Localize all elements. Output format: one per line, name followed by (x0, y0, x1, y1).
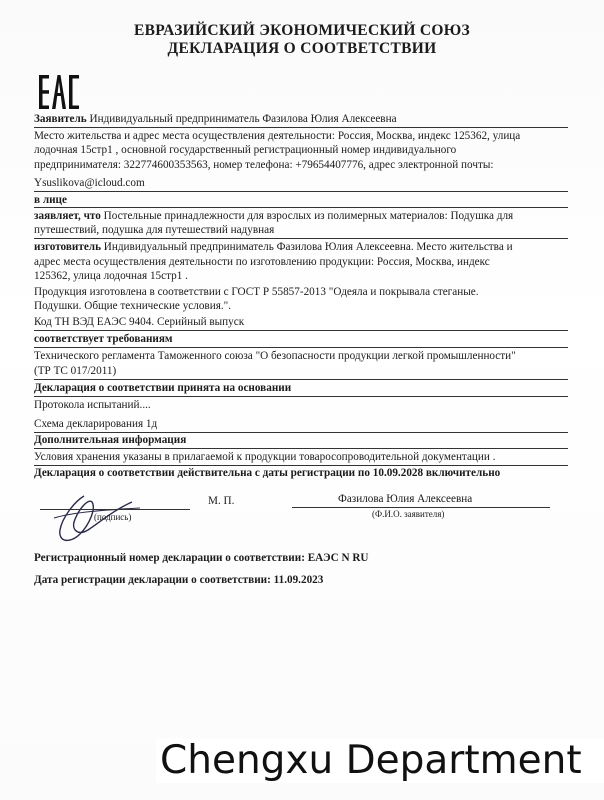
divider (34, 238, 568, 239)
basis-label: Декларация о соответствии принята на основании (34, 382, 292, 394)
registration-date: Дата регистрации декларации о соответствии: 11.09.2023 (34, 574, 324, 586)
applicant-address-line: предпринимателя: 322774600353563, номер телефона: +79654407776, адрес электронной почты: (34, 159, 494, 171)
product-description-cont: путешествий, подушка для путешествий надувная (34, 224, 275, 236)
applicant-name: Индивидуальный предприниматель Фазилова Юлия Алексеевна (89, 113, 397, 125)
stamp-place-label: М. П. (208, 495, 235, 507)
divider (34, 191, 568, 192)
declares-label: заявляет, что (34, 210, 101, 222)
name-caption: (Ф.И.О. заявителя) (372, 509, 445, 519)
divider (34, 465, 568, 466)
manufacturer-label: изготовитель (34, 241, 101, 253)
additional-text: Условия хранения указаны в прилагаемой к продукции товаросопроводительной документации . (34, 451, 496, 463)
conformity-text: Технического регламента Таможенного союза "О безопасности продукции легкой промышленности" (34, 350, 516, 362)
divider (34, 379, 568, 380)
basis-protocol: Протокола испытаний.... (34, 399, 151, 411)
basis-scheme: Схема декларирования 1д (34, 418, 158, 430)
divider (34, 207, 568, 208)
manufacturer-row (34, 241, 570, 254)
divider (34, 127, 568, 128)
product-code: Код ТН ВЭД ЕАЭС 9404. Серийный выпуск (34, 316, 245, 328)
conformity-label: соответствует требованиям (34, 333, 173, 345)
applicant-label: Заявитель (34, 113, 87, 125)
document-title-union: ЕВРАЗИЙСКИЙ ЭКОНОМИЧЕСКИЙ СОЮЗ (134, 22, 470, 39)
signer-name: Фазилова Юлия Алексеевна (338, 493, 473, 505)
manufacturer-text-line: адрес места осуществления деятельности по изготовлению продукции: Россия, Москва, индекс (34, 256, 490, 268)
conformity-text: (ТР ТС 017/2011) (34, 365, 117, 377)
eac-logo-icon (38, 74, 80, 110)
in-person-label: в лице (34, 194, 67, 206)
applicant-address-line: лодочная 15стр1 , основной государственный регистрационный номер индивидуального (34, 144, 457, 156)
applicant-email: Ysuslikova@icloud.com (34, 177, 145, 189)
product-description: Постельные принадлежности для взрослых из полимерных материалов: Подушка для (103, 210, 514, 222)
manufacturer-text-line: 125362, улица лодочная 15стр1 . (34, 270, 188, 282)
additional-label: Дополнительная информация (34, 434, 187, 446)
declares-row (34, 210, 570, 223)
applicant-row (34, 113, 570, 126)
standard-line: Подушки. Общие технические условия.". (34, 300, 232, 312)
divider (34, 432, 568, 433)
signature-caption: (подпись) (94, 512, 132, 522)
validity-text: Декларация о соответствии действительна с даты регистрации по 10.09.2028 включительно (34, 467, 501, 479)
divider (34, 396, 568, 397)
document-title-declaration: ДЕКЛАРАЦИЯ О СООТВЕТСТВИИ (167, 40, 437, 57)
standard-line: Продукция изготовлена в соответствии с ГОСТ Р 55857-2013 "Одеяла и покрывала стеганые. (34, 286, 479, 298)
watermark-caption: Chengxu Department (156, 738, 604, 783)
applicant-address-line: Место жительства и адрес места осуществления деятельности: Россия, Москва, индекс 125362, улица (34, 130, 521, 142)
registration-number: Регистрационный номер декларации о соответствии: ЕАЭС N RU (34, 552, 369, 564)
divider (34, 448, 568, 449)
divider (34, 330, 568, 331)
manufacturer-text: Индивидуальный предприниматель Фазилова Юлия Алексеевна. Место жительства и (103, 241, 513, 253)
signature-line (40, 509, 190, 510)
divider (34, 347, 568, 348)
